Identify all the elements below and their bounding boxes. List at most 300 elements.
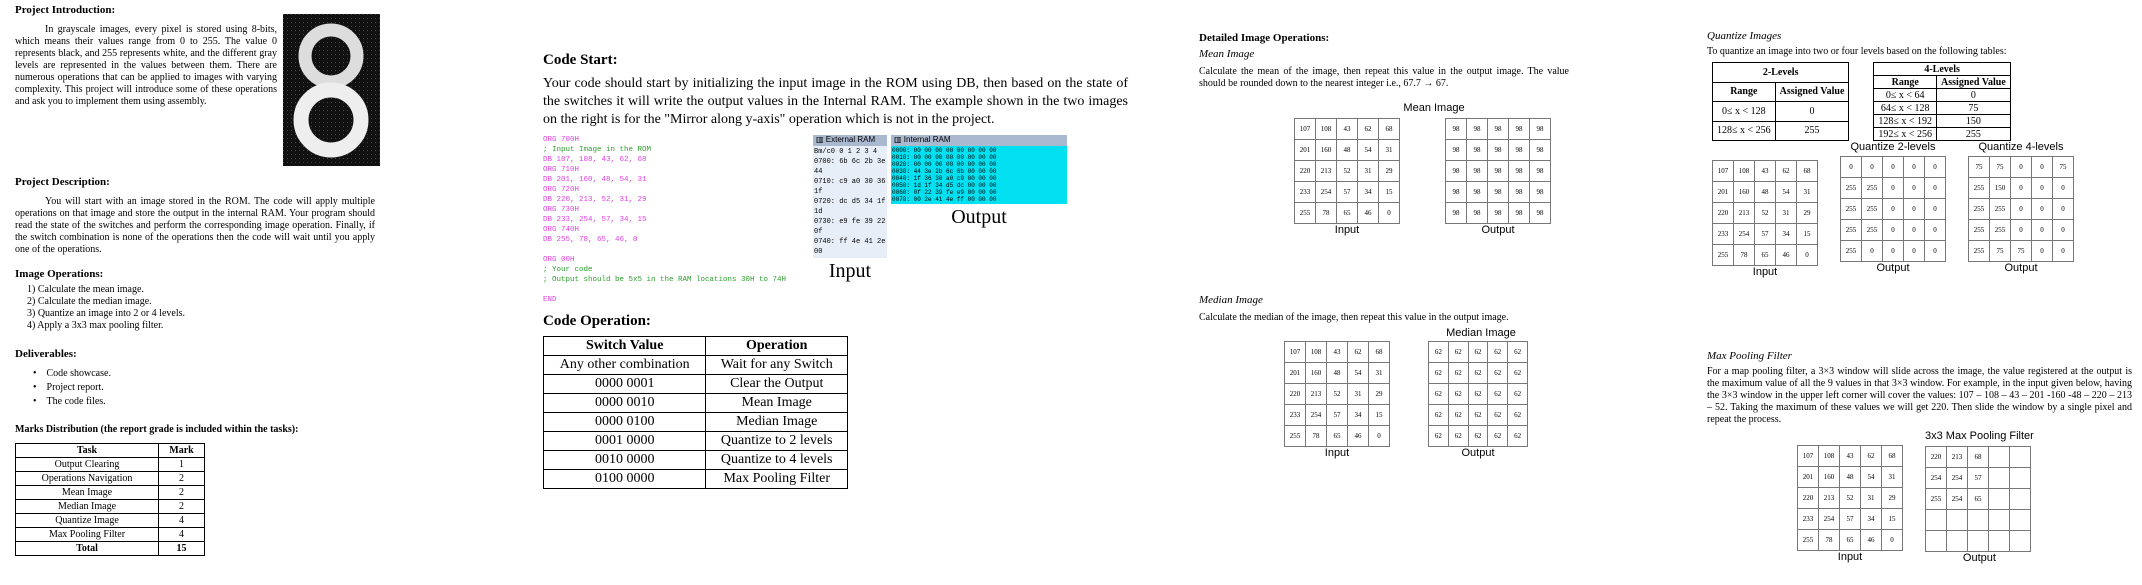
grid-cell: 62 — [1488, 405, 1508, 426]
grid-cell: 15 — [1379, 182, 1400, 203]
mean-figure-title: Mean Image — [1403, 102, 1465, 114]
pool-subheading: Max Pooling Filter — [1707, 350, 1792, 362]
grid-cell: 68 — [1968, 447, 1989, 468]
mean-input-grid — [1294, 118, 1400, 224]
grid-cell: 98 — [1446, 161, 1467, 182]
ram-row: 0730: e9 fe 39 22 0f — [814, 218, 886, 236]
grid-cell: 220 — [1285, 384, 1306, 405]
code-line: ORG 00H — [543, 256, 575, 264]
grid-cell: 98 — [1467, 119, 1488, 140]
code-line: END — [543, 296, 557, 304]
grid-cell: 98 — [1509, 119, 1530, 140]
table-row: Quantize Image 4 — [16, 514, 205, 528]
grid-cell: 62 — [1448, 384, 1468, 405]
grid-cell: 57 — [1327, 405, 1348, 426]
grid-cell: 0 — [2032, 199, 2053, 220]
grid-cell: 29 — [1369, 384, 1390, 405]
page-2 — [543, 0, 1133, 585]
grid-cell: 255 — [1969, 241, 1990, 262]
grid-cell: 65 — [1968, 489, 1989, 510]
table-row: 192≤ x < 256 255 — [1874, 128, 2010, 141]
grid-cell: 43 — [1327, 342, 1348, 363]
grid-cell: 108 — [1306, 342, 1327, 363]
grid-cell: 68 — [1797, 161, 1818, 182]
grid-cell — [1989, 489, 2010, 510]
grid-cell: 213 — [1734, 203, 1755, 224]
grid-row — [1713, 182, 1818, 203]
code-line: DB 255, 78, 65, 46, 0 — [543, 236, 638, 244]
grid-cell: 233 — [1798, 509, 1819, 530]
grid-row — [1798, 509, 1903, 530]
grid-cell: 0 — [1904, 220, 1925, 241]
code-line: ; Output should be 5x5 in the RAM locations 30H to 74H — [543, 276, 787, 284]
quantize-4-output-grid — [1968, 156, 2074, 262]
grid-cell — [2010, 510, 2031, 531]
grid-cell — [2010, 531, 2031, 552]
grid-cell: 0 — [1882, 530, 1903, 551]
grid-cell: 98 — [1467, 161, 1488, 182]
grid-cell: 62 — [1448, 426, 1468, 447]
grid-cell — [2010, 489, 2031, 510]
grid-cell: 98 — [1467, 140, 1488, 161]
grid-cell: 98 — [1530, 119, 1551, 140]
table-row: 0001 0000 Quantize to 2 levels — [544, 432, 848, 451]
pool-figure-title: 3x3 Max Pooling Filter — [1925, 430, 2034, 442]
grid-cell: 0 — [1883, 199, 1904, 220]
grid-cell: 78 — [1819, 530, 1840, 551]
grid-cell: 15 — [1797, 224, 1818, 245]
code-line: ; Input Image in the ROM — [543, 146, 652, 154]
code-line: DB 233, 254, 57, 34, 15 — [543, 216, 647, 224]
grid-row — [1926, 468, 2031, 489]
grid-cell: 52 — [1337, 161, 1358, 182]
grid-cell: 98 — [1530, 140, 1551, 161]
grid-cell: 220 — [1926, 447, 1947, 468]
grid-row — [1429, 384, 1528, 405]
grid-cell: 62 — [1448, 342, 1468, 363]
q2-title: Quantize 2-levels — [1850, 141, 1936, 153]
grid-cell — [1968, 531, 1989, 552]
grid-cell: 62 — [1429, 426, 1449, 447]
grid-cell: 65 — [1840, 530, 1861, 551]
intro-text: In grayscale images, every pixel is stored using 8-bits, which means their values range from 0 to 255. The value 0 represents black, and 255 represents white, and the different gray levels are represented in the values between them. There are numerous operations that can be applied to images with varying complexity. This project will introduce some of these operations and ask you to implement them using assembly. — [15, 24, 277, 107]
grid-cell: 98 — [1488, 182, 1509, 203]
grid-cell: 34 — [1358, 182, 1379, 203]
pool-text: For a map pooling filter, a 3×3 window will slide across the image, the value registered at the output is the maximum value of all the 9 values in that 3×3 window. For example, in the input given below, having the 3×3 window in the upper left corner will cover the values: 107 – 108 – 43 – 201 -160 -48 – 220 – 213 – 52. Taking the maximum of these values we will get 220. Then slide the window by a single pixel and repeat the process. — [1707, 366, 2132, 425]
grid-cell: 255 — [1969, 178, 1990, 199]
grid-cell: 213 — [1819, 488, 1840, 509]
list-item: • Code showcase. — [33, 368, 111, 379]
page-3 — [1199, 0, 1569, 585]
grid-cell: 0 — [1904, 241, 1925, 262]
code-op-heading: Code Operation: — [543, 313, 651, 329]
grid-cell: 98 — [1488, 119, 1509, 140]
mean-text: Calculate the mean of the image, then repeat this value in the output image. The value should be rounded down to the nearest integer i.e., 67.7 → 67. — [1199, 66, 1569, 89]
grid-row — [1295, 182, 1400, 203]
table-row: 128≤ x < 192 150 — [1874, 115, 2010, 128]
grid-cell: 62 — [1508, 426, 1528, 447]
table-row: Total 15 — [16, 542, 205, 556]
median-input-grid — [1284, 341, 1390, 447]
output-caption: Output — [1461, 447, 1495, 459]
table-row: 0100 0000 Max Pooling Filter — [544, 470, 848, 489]
grid-cell: 15 — [1882, 509, 1903, 530]
grid-cell: 0 — [1841, 157, 1862, 178]
grid-cell: 62 — [1468, 342, 1488, 363]
grid-row — [1285, 384, 1390, 405]
grid-cell: 78 — [1306, 426, 1327, 447]
grid-cell — [1989, 468, 2010, 489]
grid-cell: 62 — [1358, 119, 1379, 140]
grid-cell: 233 — [1285, 405, 1306, 426]
deliverables-heading: Deliverables: — [15, 348, 77, 360]
grid-cell: 46 — [1348, 426, 1369, 447]
ram-row: 0010: 00 00 00 00 00 00 00 00 — [892, 154, 997, 161]
grid-cell: 0 — [1925, 220, 1946, 241]
grid-cell: 0 — [1925, 199, 1946, 220]
grid-row — [1841, 178, 1946, 199]
grid-cell: 108 — [1819, 446, 1840, 467]
grid-cell: 255 — [1841, 241, 1862, 262]
grid-cell: 65 — [1755, 245, 1776, 266]
grid-cell: 52 — [1327, 384, 1348, 405]
two-levels-table: 2-Levels Range Assigned Value 0≤ x < 128 0 128≤ x < 256 255 — [1712, 62, 1849, 141]
list-item: • The code files. — [33, 396, 106, 407]
grid-cell: 98 — [1530, 161, 1551, 182]
grid-cell: 255 — [1862, 199, 1883, 220]
table-row: 0000 0001 Clear the Output — [544, 375, 848, 394]
ram-row: 0030: 44 3e 2b 6c 6b 00 00 00 — [892, 168, 997, 175]
grid-cell: 255 — [1798, 530, 1819, 551]
grid-cell: 34 — [1861, 509, 1882, 530]
median-subheading: Median Image — [1199, 294, 1263, 306]
grid-row — [1285, 426, 1390, 447]
grid-row — [1926, 510, 2031, 531]
grid-cell: 15 — [1369, 405, 1390, 426]
int-ram-title: ▥ Internal RAM — [891, 135, 1067, 146]
grid-cell: 34 — [1348, 405, 1369, 426]
code-line: ORG 740H — [543, 226, 580, 234]
grid-cell: 254 — [1947, 489, 1968, 510]
output-caption: Output — [951, 206, 1007, 228]
grid-cell: 201 — [1285, 363, 1306, 384]
table-row: 0≤ x < 128 0 — [1713, 102, 1849, 122]
grid-cell: 255 — [1926, 489, 1947, 510]
grid-row — [1429, 426, 1528, 447]
grid-cell: 48 — [1337, 140, 1358, 161]
grid-cell: 75 — [2053, 157, 2074, 178]
external-ram-window: ▥ External RAM Bm/c0 0 1 2 3 4 0700: 6b 6c 2b 3e 44 0710: c9 a0 30 36 1f 0720: dc d5 34 1f 1d 0730: e9 fe 39 22 0f 0740: ff 4e 41 2e 00 Input — [814, 135, 886, 282]
grid-cell: 0 — [1379, 203, 1400, 224]
table-row: Max Pooling Filter 4 — [16, 528, 205, 542]
grid-row — [1446, 140, 1551, 161]
pool-output-grid — [1925, 446, 2031, 552]
grid-cell: 0 — [2053, 220, 2074, 241]
table-row: Operations Navigation 2 — [16, 472, 205, 486]
ram-row: 0710: c9 a0 30 36 1f — [814, 178, 886, 196]
grid-row — [1926, 489, 2031, 510]
grid-cell: 108 — [1734, 161, 1755, 182]
grid-cell: 0 — [1797, 245, 1818, 266]
grid-cell: 62 — [1348, 342, 1369, 363]
grid-cell — [1989, 447, 2010, 468]
output-caption: Output — [1876, 262, 1910, 274]
grid-cell: 31 — [1861, 488, 1882, 509]
grid-cell: 62 — [1468, 384, 1488, 405]
grid-cell: 75 — [1969, 157, 1990, 178]
grid-row — [1798, 467, 1903, 488]
grid-cell — [1989, 531, 2010, 552]
grid-cell: 254 — [1819, 509, 1840, 530]
grid-cell: 0 — [1904, 199, 1925, 220]
grid-row — [1295, 161, 1400, 182]
grid-cell: 54 — [1358, 140, 1379, 161]
grid-row — [1713, 203, 1818, 224]
ops-heading: Image Operations: — [15, 268, 104, 280]
grid-cell: 107 — [1798, 446, 1819, 467]
window-icon: ▥ — [894, 135, 902, 144]
grid-cell — [1926, 510, 1947, 531]
grid-cell: 233 — [1295, 182, 1316, 203]
code-line — [543, 245, 833, 255]
grid-cell: 98 — [1446, 182, 1467, 203]
grid-cell: 0 — [1925, 178, 1946, 199]
grid-cell: 43 — [1840, 446, 1861, 467]
grid-cell: 254 — [1947, 468, 1968, 489]
grid-row — [1295, 140, 1400, 161]
grid-cell: 255 — [1990, 220, 2011, 241]
grid-row — [1446, 119, 1551, 140]
grid-cell: 98 — [1509, 182, 1530, 203]
deliverables-list — [15, 368, 380, 408]
code-line: DB 201, 160, 48, 54, 31 — [543, 176, 647, 184]
grid-cell: 65 — [1327, 426, 1348, 447]
grid-cell: 62 — [1488, 384, 1508, 405]
code-line: ORG 700H — [543, 136, 580, 144]
grid-cell — [2010, 447, 2031, 468]
grid-cell: 0 — [2053, 199, 2074, 220]
output-caption: Output — [2004, 262, 2038, 274]
grid-cell: 68 — [1882, 446, 1903, 467]
grid-cell: 233 — [1713, 224, 1734, 245]
grid-row — [1713, 245, 1818, 266]
grid-cell: 68 — [1369, 342, 1390, 363]
window-icon: ▥ — [816, 135, 824, 144]
table-row: 64≤ x < 128 75 — [1874, 102, 2010, 115]
ram-row: 0070: 00 2e 41 4e ff 00 00 00 — [892, 196, 997, 203]
input-caption: Input — [1324, 447, 1350, 459]
grid-cell: 57 — [1968, 468, 1989, 489]
grid-cell: 62 — [1448, 405, 1468, 426]
grid-cell: 0 — [1883, 178, 1904, 199]
grid-cell: 0 — [2032, 220, 2053, 241]
grid-cell: 255 — [1841, 199, 1862, 220]
grid-cell: 78 — [1734, 245, 1755, 266]
table-row: 0000 0010 Mean Image — [544, 394, 848, 413]
grid-cell: 0 — [2053, 241, 2074, 262]
table-row: Median Image 2 — [16, 500, 205, 514]
grid-cell: 98 — [1509, 203, 1530, 224]
output-caption: Output — [1962, 552, 1996, 564]
quantize-input-grid — [1712, 160, 1818, 266]
grid-cell: 68 — [1379, 119, 1400, 140]
grid-row — [1429, 363, 1528, 384]
grid-row — [1969, 178, 2074, 199]
grid-cell: 0 — [2011, 220, 2032, 241]
grid-cell: 255 — [1713, 245, 1734, 266]
mean-subheading: Mean Image — [1199, 48, 1255, 60]
grid-row — [1926, 531, 2031, 552]
grid-cell: 0 — [1862, 241, 1883, 262]
grid-cell: 0 — [1883, 241, 1904, 262]
grid-cell: 62 — [1488, 426, 1508, 447]
input-caption: Input — [828, 260, 872, 282]
grid-cell: 255 — [1990, 199, 2011, 220]
grid-cell: 0 — [2011, 199, 2032, 220]
grid-cell: 0 — [2011, 178, 2032, 199]
grid-cell: 43 — [1337, 119, 1358, 140]
grid-cell: 57 — [1755, 224, 1776, 245]
grid-row — [1285, 342, 1390, 363]
list-item: 3) Quantize an image into 2 or 4 levels. — [27, 308, 186, 319]
grid-cell: 213 — [1316, 161, 1337, 182]
grid-cell: 220 — [1713, 203, 1734, 224]
grid-row — [1798, 488, 1903, 509]
grid-row — [1841, 157, 1946, 178]
grid-cell: 0 — [2011, 157, 2032, 178]
grid-row — [1285, 405, 1390, 426]
grid-row — [1446, 203, 1551, 224]
grid-cell: 98 — [1446, 119, 1467, 140]
code-line: ORG 720H — [543, 186, 580, 194]
grid-cell: 57 — [1337, 182, 1358, 203]
grid-cell: 98 — [1467, 203, 1488, 224]
desc-text: You will start with an image stored in the ROM. The code will apply multiple operations on that image and store the output in the internal RAM. Your program should read the state of the switches and perform the corresponding image operation. Finally, if the switch combination is none of the operations then the code will wait until you apply one of the operations. — [15, 196, 375, 255]
grid-row — [1798, 446, 1903, 467]
quantize-subheading: Quantize Images — [1707, 30, 1782, 42]
ram-row: 0700: 6b 6c 2b 3e 44 — [814, 158, 886, 176]
grid-cell: 54 — [1776, 182, 1797, 203]
grid-row — [1841, 199, 1946, 220]
table-row: Any other combination Wait for any Switch — [544, 356, 848, 375]
grid-cell — [1968, 510, 1989, 531]
grid-row — [1969, 157, 2074, 178]
grid-cell: 46 — [1776, 245, 1797, 266]
grid-cell: 0 — [1862, 157, 1883, 178]
grid-cell: 46 — [1861, 530, 1882, 551]
grid-cell: 255 — [1841, 220, 1862, 241]
ram-row: 0020: 00 00 00 00 00 00 00 00 — [892, 161, 997, 168]
grid-cell: 52 — [1840, 488, 1861, 509]
grid-cell: 78 — [1316, 203, 1337, 224]
ram-row: 0060: 0f 22 39 fe e9 00 00 00 — [892, 189, 997, 196]
grid-row — [1841, 241, 1946, 262]
grid-cell: 52 — [1755, 203, 1776, 224]
grid-cell: 29 — [1379, 161, 1400, 182]
grid-cell: 107 — [1713, 161, 1734, 182]
grid-cell: 254 — [1316, 182, 1337, 203]
grid-cell — [1947, 531, 1968, 552]
grid-cell: 62 — [1429, 405, 1449, 426]
grid-cell: 255 — [1969, 220, 1990, 241]
ops-list — [15, 284, 380, 332]
grid-cell: 0 — [2032, 178, 2053, 199]
code-line: ; Your code — [543, 266, 593, 274]
grid-cell: 0 — [1883, 220, 1904, 241]
grid-cell: 201 — [1295, 140, 1316, 161]
grid-cell: 31 — [1379, 140, 1400, 161]
grid-cell — [1947, 510, 1968, 531]
median-figure-title: Median Image — [1446, 327, 1516, 339]
grid-row — [1926, 447, 2031, 468]
grid-cell: 75 — [2011, 241, 2032, 262]
grid-cell: 98 — [1467, 182, 1488, 203]
table-row: 128≤ x < 256 255 — [1713, 121, 1849, 141]
grid-cell: 0 — [2032, 241, 2053, 262]
grid-cell: 108 — [1316, 119, 1337, 140]
q4-title: Quantize 4-levels — [1978, 141, 2064, 153]
grid-cell: 255 — [1841, 178, 1862, 199]
grid-cell: 201 — [1798, 467, 1819, 488]
table-row: Output Clearing 1 — [16, 458, 205, 472]
grid-row — [1285, 363, 1390, 384]
page-1 — [15, 0, 380, 585]
grid-row — [1969, 241, 2074, 262]
grid-cell: 62 — [1429, 384, 1449, 405]
code-start-text: Your code should start by initializing the input image in the ROM using DB, then based on the state of the switches it will write the output values in the Internal RAM. The example shown in the two images on the right is for the "Mirror along y-axis" operation which is not in the project. — [543, 76, 1128, 127]
page-4 — [1707, 0, 2132, 585]
grid-cell: 160 — [1734, 182, 1755, 203]
detailed-ops-heading: Detailed Image Operations: — [1199, 32, 1330, 44]
grid-cell: 0 — [1904, 157, 1925, 178]
grid-cell: 0 — [1904, 178, 1925, 199]
code-line: DB 220, 213, 52, 31, 29 — [543, 196, 647, 204]
grid-cell: 57 — [1840, 509, 1861, 530]
grid-cell — [2010, 468, 2031, 489]
grid-cell: 213 — [1306, 384, 1327, 405]
ram-row: 0000: 00 00 00 00 00 00 00 00 — [892, 147, 997, 154]
median-text: Calculate the median of the image, then repeat this value in the output image. — [1199, 312, 1509, 323]
grid-cell: 220 — [1295, 161, 1316, 182]
grid-cell: 98 — [1488, 140, 1509, 161]
grid-cell: 255 — [1295, 203, 1316, 224]
code-operation-table: Switch Value Operation Any other combination Wait for any Switch 0000 0001 Clear the Output 0000 0010 Mean Image 0000 0100 Median Image 0001 0000 Quantize to 2 levels 0010 0000 Quantize to 4 levels 0100 0000 Max Pooling Filter — [543, 336, 848, 489]
grid-cell: 201 — [1713, 182, 1734, 203]
grid-row — [1969, 199, 2074, 220]
mean-output-grid — [1445, 118, 1551, 224]
grid-row — [1969, 220, 2074, 241]
grid-row — [1713, 161, 1818, 182]
grid-cell: 98 — [1509, 140, 1530, 161]
grid-cell: 62 — [1488, 363, 1508, 384]
grid-cell: 54 — [1348, 363, 1369, 384]
grid-cell: 98 — [1488, 161, 1509, 182]
grid-cell: 0 — [1925, 241, 1946, 262]
grid-cell: 98 — [1446, 203, 1467, 224]
list-item: 4) Apply a 3x3 max pooling filter. — [27, 320, 164, 331]
desc-heading: Project Description: — [15, 176, 110, 188]
grid-cell: 0 — [1883, 157, 1904, 178]
grid-cell: 107 — [1285, 342, 1306, 363]
marks-table: Task Mark Output Clearing 1 Operations Navigation 2 Mean Image 2 Median Image 2 Quantize Image 4 Max Pooling Filter 4 Total 15 — [15, 443, 205, 556]
intro-heading: Project Introduction: — [15, 4, 116, 16]
grid-cell: 31 — [1882, 467, 1903, 488]
grid-cell: 98 — [1488, 203, 1509, 224]
ram-row: 0720: dc d5 34 1f 1d — [814, 198, 886, 216]
code-line: DB 107, 108, 43, 62, 68 — [543, 156, 647, 164]
grid-cell: 31 — [1348, 384, 1369, 405]
ram-row: 0050: 1d 1f 34 d5 dc 00 00 00 — [892, 182, 997, 189]
